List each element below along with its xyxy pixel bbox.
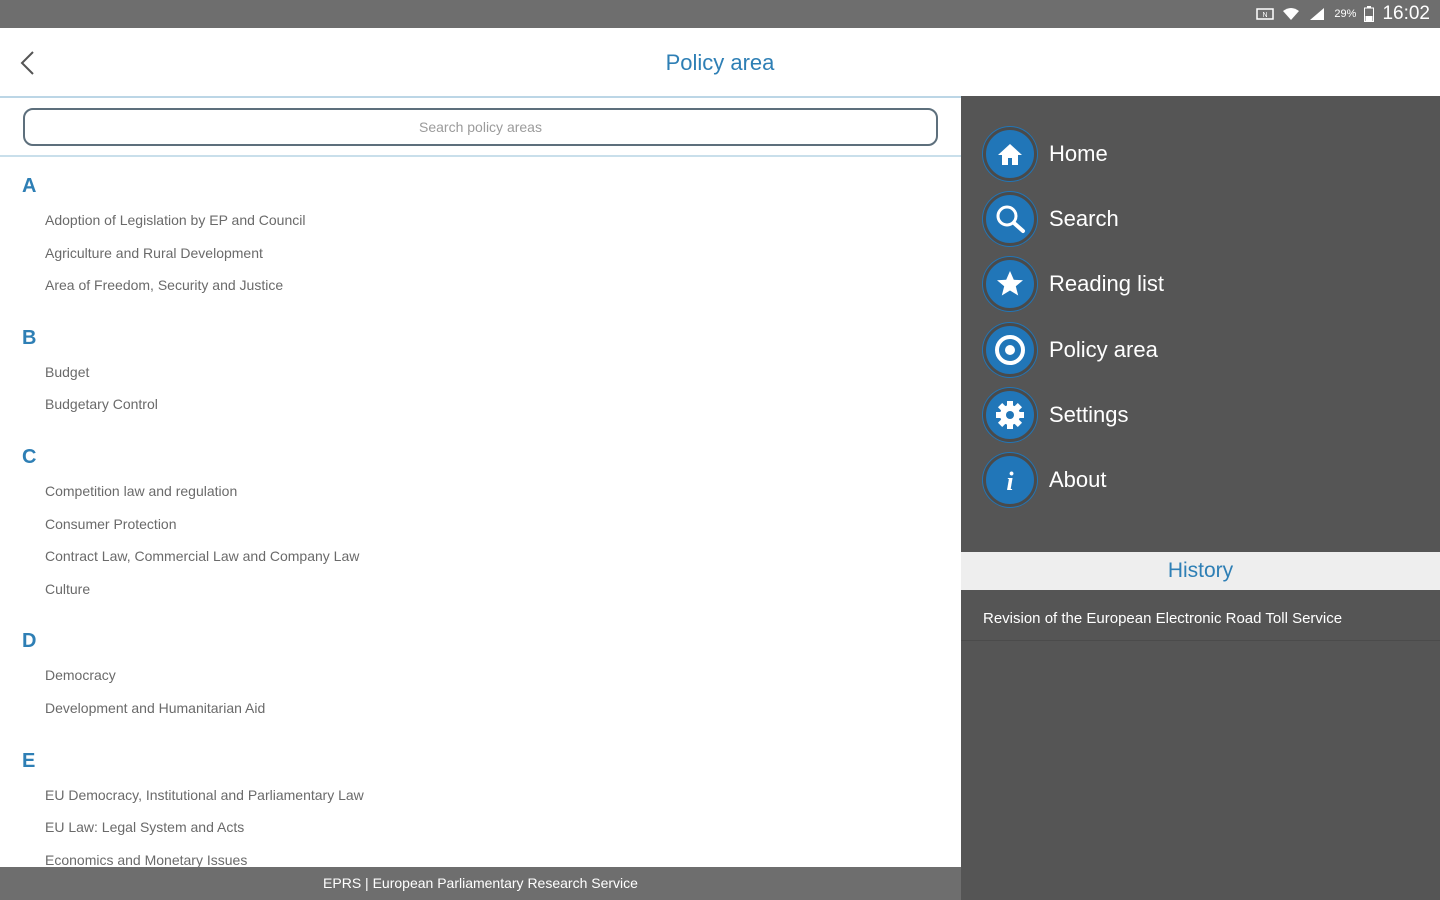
status-icons [1256, 3, 1430, 25]
menu-item-label: Settings [1049, 401, 1129, 427]
section-letter: C [22, 445, 37, 468]
policy-area-list-pane [0, 98, 961, 867]
menu-item-search[interactable] [961, 186, 1440, 251]
clock: 16:02 [1382, 3, 1430, 24]
svg-text:N: N [1262, 12, 1268, 19]
menu-item-label: Search [1049, 205, 1119, 231]
battery-percent: 29% [1334, 8, 1357, 20]
svg-text:i: i [1006, 467, 1014, 496]
section-e [0, 743, 961, 867]
menu-item-policy-area[interactable] [961, 317, 1440, 382]
home-icon [983, 127, 1037, 181]
wifi-icon [1282, 7, 1300, 21]
list-item[interactable]: Democracy [45, 667, 116, 684]
nfc-icon [1256, 7, 1274, 21]
section-a [0, 168, 961, 320]
menu-item-label: About [1049, 467, 1107, 493]
list-item[interactable]: Competition law and regulation [45, 482, 238, 499]
section-b [0, 320, 961, 439]
section-letter: B [22, 326, 37, 349]
star-icon [983, 257, 1037, 311]
section-letter: D [22, 630, 37, 653]
search-input[interactable] [23, 108, 938, 146]
list-item[interactable]: Area of Freedom, Security and Justice [45, 277, 284, 294]
section-letter: E [22, 749, 36, 772]
list-item[interactable]: Consumer Protection [45, 515, 177, 532]
page-title: Policy area [665, 50, 775, 75]
app-bar [0, 28, 1440, 98]
list-item[interactable]: EU Democracy, Institutional and Parliamentary Law [45, 786, 364, 803]
info-icon [983, 453, 1037, 507]
section-c [0, 439, 961, 623]
list-item[interactable]: Agriculture and Rural Development [45, 244, 263, 261]
menu-item-label: Home [1049, 140, 1108, 166]
menu-item-reading-list[interactable] [961, 252, 1440, 317]
history-item[interactable]: Revision of the European Electronic Road Toll Service [961, 596, 1440, 641]
menu-item-about[interactable] [961, 447, 1440, 512]
search-icon [983, 192, 1037, 246]
drawer-menu [961, 121, 1440, 513]
list-item[interactable]: EU Law: Legal System and Acts [45, 819, 245, 836]
list-item[interactable]: Economics and Monetary Issues [45, 851, 248, 867]
search-bar [0, 98, 961, 157]
gear-icon [983, 388, 1037, 442]
target-icon [983, 323, 1037, 377]
list-item[interactable]: Budgetary Control [45, 396, 158, 413]
list-item[interactable]: Development and Humanitarian Aid [45, 699, 266, 716]
menu-item-label: Policy area [1049, 336, 1158, 362]
signal-icon [1308, 7, 1326, 21]
section-d [0, 623, 961, 742]
history-heading: History [961, 552, 1440, 590]
section-letter: A [22, 175, 37, 197]
list-item[interactable]: Adoption of Legislation by EP and Council [45, 212, 306, 228]
status-bar [0, 0, 1440, 28]
list-item[interactable]: Culture [45, 580, 91, 597]
menu-item-label: Reading list [1049, 271, 1164, 297]
menu-item-settings[interactable] [961, 382, 1440, 447]
battery-icon [1364, 6, 1374, 22]
policy-list [0, 168, 961, 867]
navigation-drawer [961, 96, 1440, 900]
list-item[interactable]: Contract Law, Commercial Law and Company Law [45, 548, 360, 565]
footer: EPRS | European Parliamentary Research Service [0, 867, 961, 900]
menu-item-home[interactable] [961, 121, 1440, 186]
list-item[interactable]: Budget [45, 363, 90, 380]
